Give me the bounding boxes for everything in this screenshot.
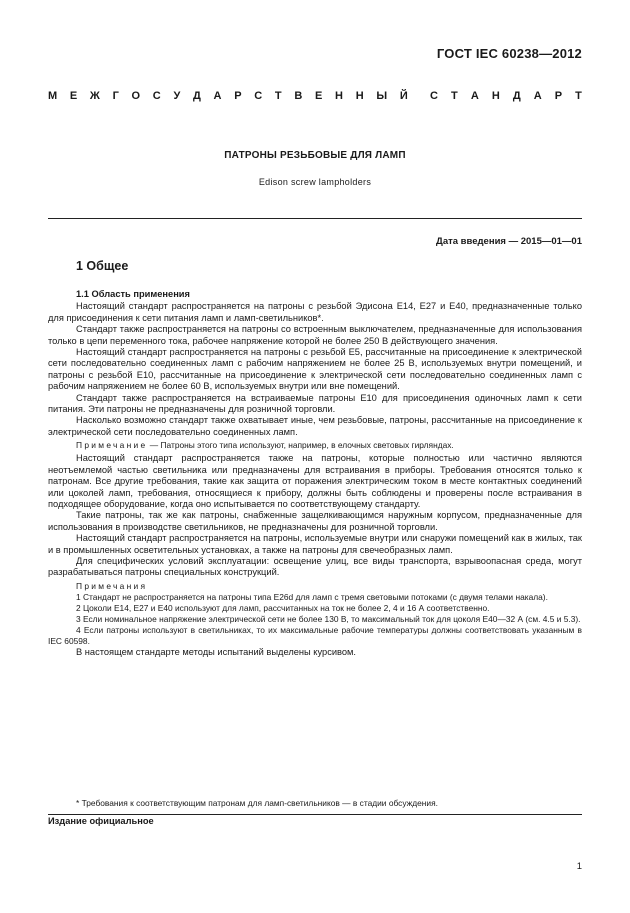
interstate-standard-banner	[48, 90, 582, 102]
title-divider	[48, 218, 582, 219]
footnote: * Требования к соответствующим патронам для ламп-светильников — в стадии обсуждения.	[76, 798, 438, 808]
paragraph: Стандарт также распространяется на патроны со встроенным выключателем, предназначенные для использования только в цепи переменного тока, рабочее напряжение которой не более 250 В действующего значения.	[48, 324, 582, 346]
standard-number: ГОСТ IEC 60238—2012	[436, 46, 582, 61]
standard-word: С Т А Н Д А Р Т	[430, 90, 582, 102]
paragraph: Стандарт также распространяется на встраиваемые патроны E10 для присоединения одиночных ламп к сети питания. Эти патроны не предназначены для розничной торговли.	[48, 392, 582, 415]
subsection-heading: 1.1 Область применения	[76, 289, 190, 299]
paragraph: Настоящий стандарт распространяется на патроны с резьбой Эдисона E14, E27 и E40, предназначенные только для присоединения к сети питания ламп и ламп-светильников*.	[48, 301, 582, 323]
footer-divider	[48, 814, 582, 815]
paragraph: В настоящем стандарте методы испытаний выделены курсивом.	[76, 646, 357, 657]
note-item: 2 Цоколи E14, E27 и E40 используют для ламп, рассчитанных на ток не более 2, 4 и 16 А соответственно.	[76, 602, 490, 613]
paragraph: Настоящий стандарт распространяется на патроны, используемые внутри или снаружи помещений как в жилых, так и в промышленных осветительных установках, а также на патроны для свечеобразных ламп.	[48, 533, 582, 555]
notes-heading: Примечания	[76, 580, 148, 591]
document-title: ПАТРОНЫ РЕЗЬБОВЫЕ ДЛЯ ЛАМП	[224, 150, 406, 161]
note-item: 1 Стандарт не распространяется на патроны типа E26d для ламп с тремя световыми потоками (с двумя телами накала).	[76, 591, 548, 602]
paragraph: Настоящий стандарт распространяется на патроны с резьбой E5, рассчитанные на присоединение к электрической сети последовательно соединенных ламп с рабочим напряжением не более 25 В, используемых внутри помещений, и патроны с резьбой E10, рассчитанные на присоединение к электрической сети последовательно соединенных ламп с рабочим напряжением не более 60 В, используемых внутри или вне помещений.	[48, 347, 582, 392]
edition-label: Издание официальное	[48, 816, 154, 826]
introduction-date: Дата введения — 2015—01—01	[436, 236, 582, 247]
interstate-word: М Е Ж Г О С У Д А Р С Т В Е Н Н Ы Й	[48, 90, 408, 102]
paragraph: Настоящий стандарт распространяется также на патроны, которые полностью или частично являются неотъемлемой частью светильника или предназначены для встраивания в приборы. Требования относятся только к патронам. Все другие требования, такие как защита от поражения электрическим током в месте контактных соединений или цоколей ламп, требования, относящиеся к прибору, должны быть соблюдены и проверены после встраивания в подходящее оборудование, когда оно испытывается по соответствующему стандарту.	[48, 453, 582, 509]
document-title-english: Edison screw lampholders	[258, 177, 372, 187]
note	[48, 440, 582, 451]
notes-block	[48, 581, 582, 647]
paragraph: Такие патроны, так же как патроны, снабженные защелкивающимся наружным корпусом, предназначенные для использования в производстве светильников, не предназначены для розничной торговли.	[48, 510, 582, 532]
page-number: 1	[576, 861, 582, 872]
paragraph: Для специфических условий эксплуатации: освещение улиц, все виды транспорта, взрывоопасная среда, могут разрабатываться патроны специальных конструкций.	[48, 555, 582, 578]
paragraph: Насколько возможно стандарт также охватывает иные, чем резьбовые, патроны, рассчитанные на присоединение к электрической сети последовательно соединенных ламп.	[48, 415, 582, 437]
note-item: 4 Если патроны используют в светильниках, то их максимальные рабочие температуры должны соответствовать указанным в IEC 60598.	[48, 624, 582, 646]
note-label: Примечание	[76, 440, 148, 451]
note-item: 3 Если номинальное напряжение электрической сети не более 130 В, то максимальный ток для цоколя E40—32 А (см. 4.5 и 5.3).	[76, 613, 581, 624]
note-text: — Патроны этого типа используют, например, в елочных световых гирляндах.	[147, 440, 454, 451]
section-heading: 1 Общее	[76, 259, 129, 273]
body-text	[48, 289, 582, 658]
